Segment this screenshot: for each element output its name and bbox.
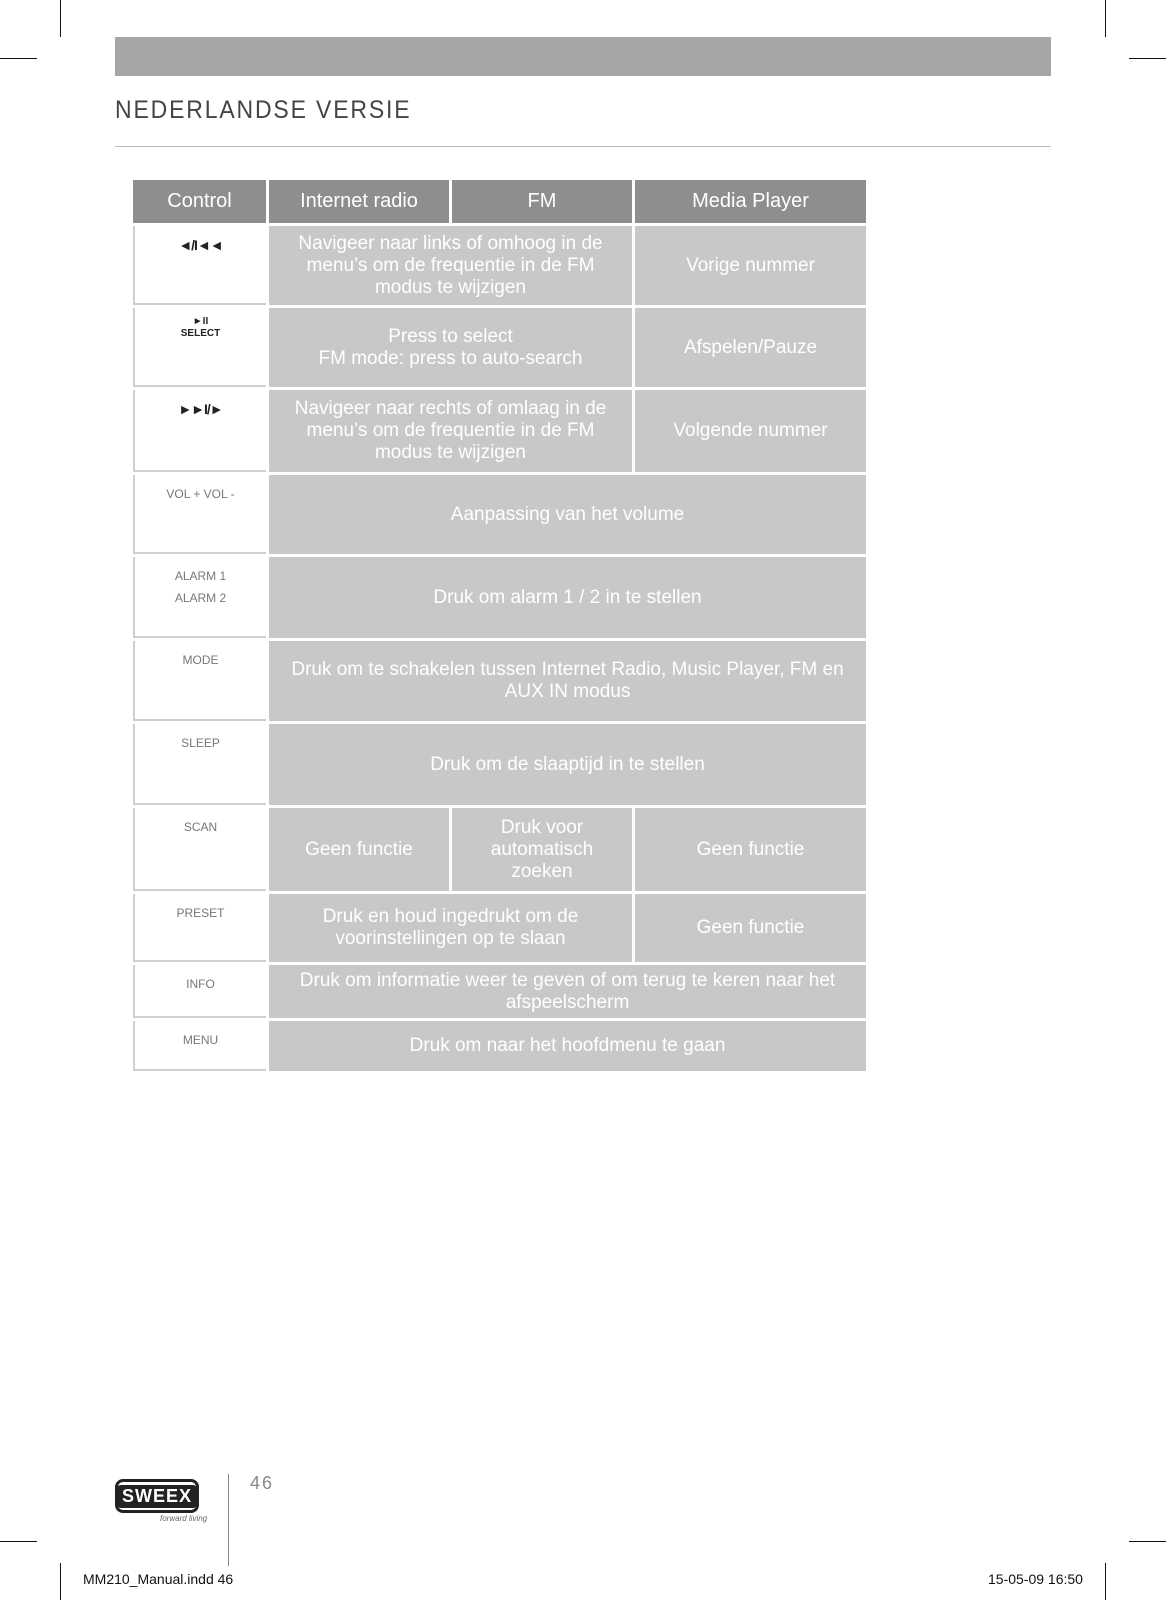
- title-divider: [115, 146, 1051, 147]
- table-row: [133, 557, 866, 638]
- next-icon: ►►I/►: [178, 401, 223, 417]
- header-bar: [115, 37, 1051, 76]
- table-row: [133, 965, 866, 1018]
- all-modes-cell: Druk om te schakelen tussen Internet Radio, Music Player, FM en AUX IN modus: [269, 641, 866, 721]
- all-modes-cell: Druk om informatie weer te geven of om terug te keren naar het afspeelscherm: [269, 965, 866, 1018]
- crop-mark: [0, 1541, 37, 1542]
- media-cell: Vorige nummer: [635, 226, 866, 305]
- control-cell: [133, 390, 266, 472]
- table-row: [133, 724, 866, 805]
- crop-mark: [1105, 1563, 1106, 1600]
- media-cell: Geen functie: [635, 808, 866, 891]
- control-cell: [133, 226, 266, 305]
- all-modes-cell: Aanpassing van het volume: [269, 475, 866, 554]
- control-cell: MODE: [133, 641, 266, 721]
- radio-fm-cell: Navigeer naar links of omhoog in de menu’s om de frequentie in de FM modus te wijzigen: [269, 226, 632, 305]
- cell-line: Press to select: [388, 325, 513, 347]
- media-cell: Volgende nummer: [635, 390, 866, 472]
- all-modes-cell: Druk om naar het hoofdmenu te gaan: [269, 1021, 866, 1071]
- table-row: [133, 475, 866, 554]
- media-cell: Geen functie: [635, 894, 866, 962]
- table-row: [133, 894, 866, 962]
- media-cell: Afspelen/Pauze: [635, 308, 866, 387]
- control-cell: SCAN: [133, 808, 266, 891]
- crop-mark: [1105, 0, 1106, 37]
- prev-icon: ◄/I◄◄: [178, 237, 223, 253]
- all-modes-cell: Druk om alarm 1 / 2 in te stellen: [269, 557, 866, 638]
- header-fm: FM: [452, 180, 632, 223]
- footer-divider: [228, 1474, 229, 1566]
- header-internet-radio: Internet radio: [269, 180, 449, 223]
- radio-fm-cell: Druk en houd ingedrukt om de voorinstellingen op te slaan: [269, 894, 632, 962]
- logo-tagline: forward living: [160, 1514, 208, 1523]
- logo-text: SWEEX: [117, 1485, 197, 1508]
- controls-table: [130, 177, 869, 1074]
- control-cell: INFO: [133, 965, 266, 1018]
- date-info: 15-05-09 16:50: [988, 1571, 1083, 1587]
- table-row: [133, 641, 866, 721]
- crop-mark: [60, 0, 61, 37]
- page-number: 46: [250, 1473, 275, 1493]
- control-cell: MENU: [133, 1021, 266, 1071]
- header-control: Control: [133, 180, 266, 223]
- header-media-player: Media Player: [635, 180, 866, 223]
- all-modes-cell: Druk om de slaaptijd in te stellen: [269, 724, 866, 805]
- file-info: MM210_Manual.indd 46: [83, 1571, 234, 1587]
- fm-cell: Druk voor automatisch zoeken: [452, 808, 632, 891]
- crop-mark: [0, 58, 37, 59]
- control-cell: [133, 308, 266, 387]
- section-title: NEDERLANDSE VERSIE: [115, 96, 412, 124]
- crop-mark: [1129, 1541, 1166, 1542]
- sweex-logo: [115, 1479, 199, 1513]
- table-row: [133, 808, 866, 891]
- table-header-row: [133, 180, 866, 223]
- control-cell: SLEEP: [133, 724, 266, 805]
- control-cell: PRESET: [133, 894, 266, 962]
- control-cell: VOL + VOL -: [133, 475, 266, 554]
- select-label: SELECT: [180, 328, 221, 339]
- crop-mark: [1129, 58, 1166, 59]
- control-cell: [133, 557, 266, 638]
- table-row: [133, 308, 866, 387]
- table-row: [133, 1021, 866, 1071]
- cell-line: FM mode: press to auto-search: [318, 347, 583, 369]
- alarm-2-label: ALARM 2: [174, 591, 227, 605]
- radio-fm-cell: Navigeer naar rechts of omlaag in de menu’s om de frequentie in de FM modus te wijzigen: [269, 390, 632, 472]
- play-pause-icon: ►II: [192, 316, 209, 327]
- radio-fm-cell: [269, 308, 632, 387]
- alarm-1-label: ALARM 1: [174, 569, 227, 583]
- table-row: [133, 226, 866, 305]
- table-row: [133, 390, 866, 472]
- crop-mark: [60, 1563, 61, 1600]
- radio-cell: Geen functie: [269, 808, 449, 891]
